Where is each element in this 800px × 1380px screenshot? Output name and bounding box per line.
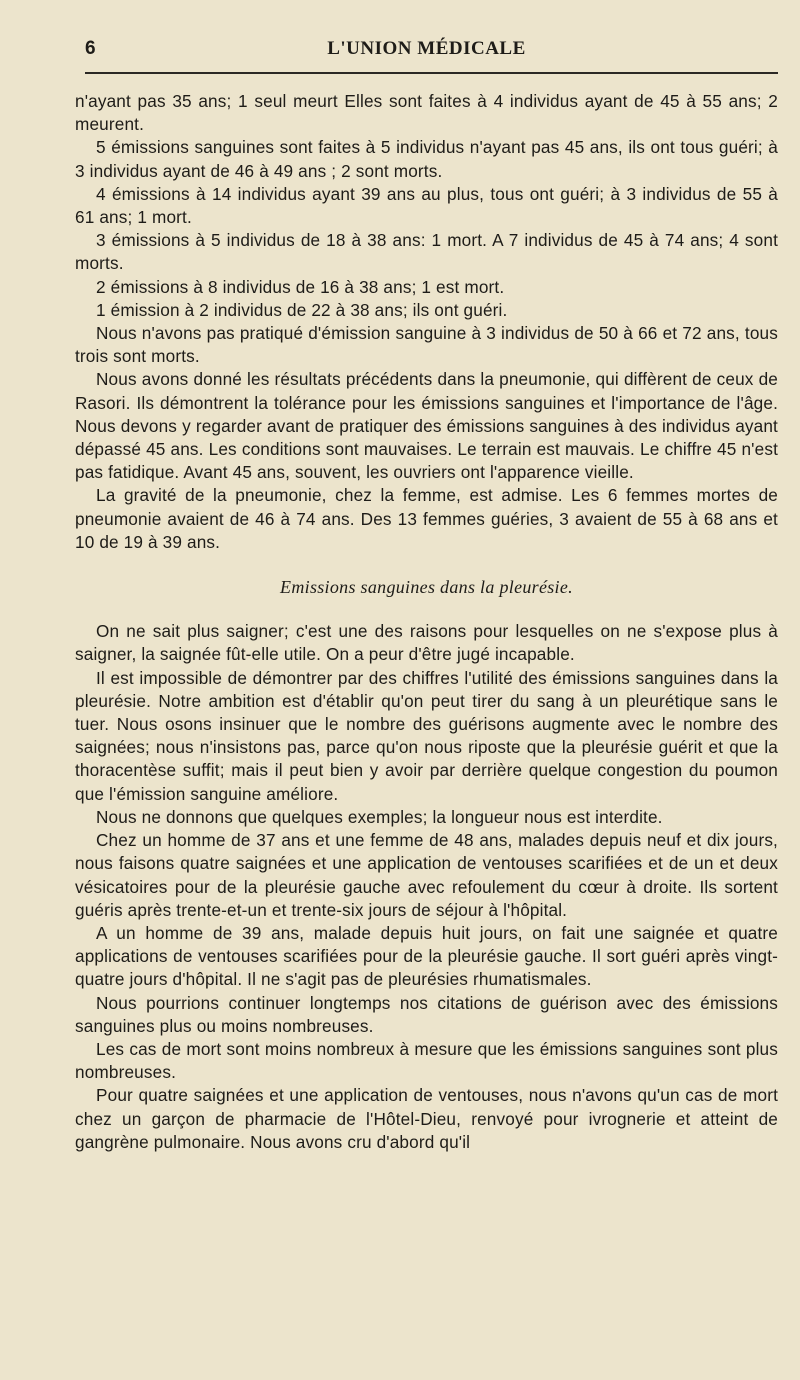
- paragraph: Nous ne donnons que quelques exemples; la longueur nous est interdite.: [96, 806, 663, 827]
- paragraph: La gravité de la pneumonie, chez la femme, est admise. Les 6 femmes mortes de pneumonie avaient de 46 à 74 ans. Des 13 femmes guéries, 3 avaient de 55 à 68 ans et 10 de 19 à 39 ans.: [75, 485, 778, 552]
- paragraph: n'ayant pas 35 ans; 1 seul meurt Elles sont faites à 4 individus ayant de 45 à 55 ans; 2 meurent.: [75, 91, 778, 135]
- paragraph: Nous avons donné les résultats précédents dans la pneumonie, qui diffèrent de ceux de Rasori. Ils démontrent la tolérance pour les émissions sanguines et l'importance de l'âge. Nous devons y regarder avant de pratiquer des émissions sanguines à des individus ayant dépassé 45 ans. Les conditions sont mauvaises. Le terrain est mauvais. Le chiffre 45 n'est pas fatidique. Avant 45 ans, souvent, les ouvriers ont l'apparence vieille.: [75, 369, 778, 483]
- page-header: [75, 0, 778, 62]
- paragraph: 3 émissions à 5 individus de 18 à 38 ans: 1 mort. A 7 individus de 45 à 74 ans; 4 sont morts.: [75, 230, 778, 274]
- paragraph: Pour quatre saignées et une application de ventouses, nous n'avons qu'un cas de mort chez un garçon de pharmacie de l'Hôtel-Dieu, renvoyé pour ivrognerie et atteint de gangrène pulmonaire. Nous avons cru d'abord qu'il: [75, 1085, 778, 1152]
- page-number: 6: [85, 38, 96, 59]
- paragraph: 2 émissions à 8 individus de 16 à 38 ans; 1 est mort.: [96, 276, 505, 297]
- paragraph: Nous n'avons pas pratiqué d'émission sanguine à 3 individus de 50 à 66 et 72 ans, tous trois sont morts.: [75, 323, 778, 367]
- paragraph: On ne sait plus saigner; c'est une des raisons pour lesquelles on ne s'expose plus à saigner, la saignée fût-elle utile. On a peur d'être jugé incapable.: [75, 621, 778, 665]
- paragraph: Nous pourrions continuer longtemps nos citations de guérison avec des émissions sanguines plus ou moins nombreuses.: [75, 992, 778, 1036]
- paragraph: Il est impossible de démontrer par des chiffres l'utilité des émissions sanguines dans la pleurésie. Notre ambition est d'établir qu'on peut tirer du sang à un pleurétique sans le tuer. Nous osons insinuer que le nombre des guérisons augmente avec le nombre des saignées; nous n'insistons pas, parce qu'on nous riposte que la pleurésie guérit et que la thoracentèse suffit; mais il peut bien y avoir par derrière quelque congestion du poumon que l'émission sanguine améliore.: [75, 667, 778, 804]
- header-rule: [85, 72, 778, 74]
- paragraph: A un homme de 39 ans, malade depuis huit jours, on fait une saignée et quatre applications de ventouses scarifiées pour de la pleurésie gauche. Il sort guéri après vingt-quatre jours d'hôpital. Il ne s'agit pas de pleurésies rhumatismales.: [75, 922, 778, 990]
- paragraph: Les cas de mort sont moins nombreux à mesure que les émissions sanguines sont plus nombreuses.: [75, 1038, 778, 1083]
- paragraph: Chez un homme de 37 ans et une femme de 48 ans, malades depuis neuf et dix jours, nous faisons quatre saignées et une application de ventouses scarifiées et de un et deux vésicatoires pour de la pleurésie gauche avec refoulement du cœur à droite. Ils sortent guéris après trente-et-un et trente-six jours de séjour à l'hôpital.: [75, 830, 778, 920]
- running-title: L'UNION MÉDICALE: [327, 38, 526, 59]
- paragraph: 4 émissions à 14 individus ayant 39 ans au plus, tous ont guéri; à 3 individus de 55 à 61 ans; 1 mort.: [75, 183, 778, 228]
- paragraph: 5 émissions sanguines sont faites à 5 individus n'ayant pas 45 ans, ils ont tous guéri; à 3 individus ayant de 46 à 49 ans ; 2 sont morts.: [75, 137, 778, 181]
- body-text: [75, 90, 778, 1154]
- section-title: Emissions sanguines dans la pleurésie.: [280, 577, 573, 598]
- paragraph: 1 émission à 2 individus de 22 à 38 ans; ils ont guéri.: [96, 299, 508, 320]
